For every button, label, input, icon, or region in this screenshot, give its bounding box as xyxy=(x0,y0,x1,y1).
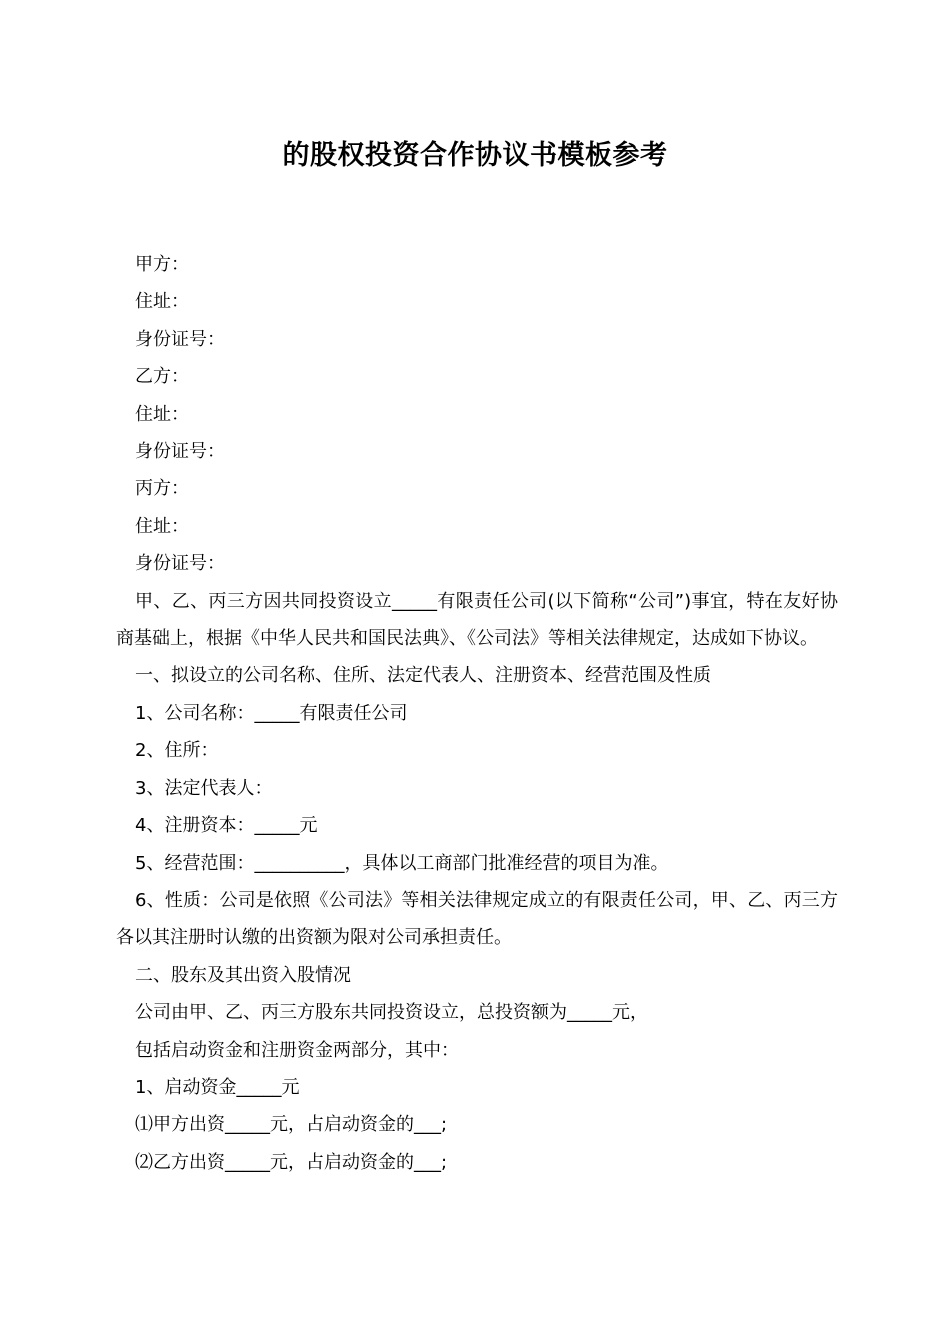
party-b-id-number: 身份证号： xyxy=(135,441,225,463)
party-a-id-number: 身份证号： xyxy=(135,328,225,350)
party-a-contribution: ⑴甲方出资_____元，占启动资金的___; xyxy=(135,1114,448,1136)
preamble-paragraph: 甲、乙、丙三方因共同投资设立_____有限责任公司(以下简称“公司”)事宜，特在友好协商基础上，根据《中华人民共和国民法典》、《公司法》等相关法律规定，达成如下协议。 xyxy=(116,590,838,650)
clause-business-scope: 5、经营范围：__________，具体以工商部门批准经营的项目为准。 xyxy=(135,852,669,874)
document-body xyxy=(116,246,838,1181)
clause-domicile: 2、住所： xyxy=(135,740,219,762)
investment-composition-paragraph: 包括启动资金和注册资金两部分，其中： xyxy=(135,1039,459,1061)
clause-registered-capital: 4、注册资本：_____元 xyxy=(135,815,318,837)
party-a-address: 住址： xyxy=(135,291,189,313)
section-2-heading: 二、股东及其出资入股情况 xyxy=(135,964,351,986)
party-b-address: 住址： xyxy=(135,403,189,425)
document-title: 的股权投资合作协议书模板参考 xyxy=(282,140,668,171)
party-c-address: 住址： xyxy=(135,515,189,537)
party-c-id-number: 身份证号： xyxy=(135,553,225,575)
party-b-label: 乙方： xyxy=(135,366,189,388)
party-a-label: 甲方： xyxy=(135,254,189,275)
party-b-contribution: ⑵乙方出资_____元，占启动资金的___; xyxy=(135,1151,448,1173)
clause-company-name: 1、公司名称：_____有限责任公司 xyxy=(135,702,408,724)
clause-nature: 6、性质：公司是依照《公司法》等相关法律规定成立的有限责任公司，甲、乙、丙三方各以其注册时认缴的出资额为限对公司承担责任。 xyxy=(116,889,838,949)
section-1-heading: 一、拟设立的公司名称、住所、法定代表人、注册资本、经营范围及性质 xyxy=(135,665,711,687)
party-c-label: 丙方： xyxy=(135,478,189,500)
investment-total-paragraph: 公司由甲、乙、丙三方股东共同投资设立，总投资额为_____元， xyxy=(135,1002,648,1024)
clause-legal-representative: 3、法定代表人： xyxy=(135,777,273,799)
startup-funds-clause: 1、启动资金_____元 xyxy=(135,1076,300,1098)
